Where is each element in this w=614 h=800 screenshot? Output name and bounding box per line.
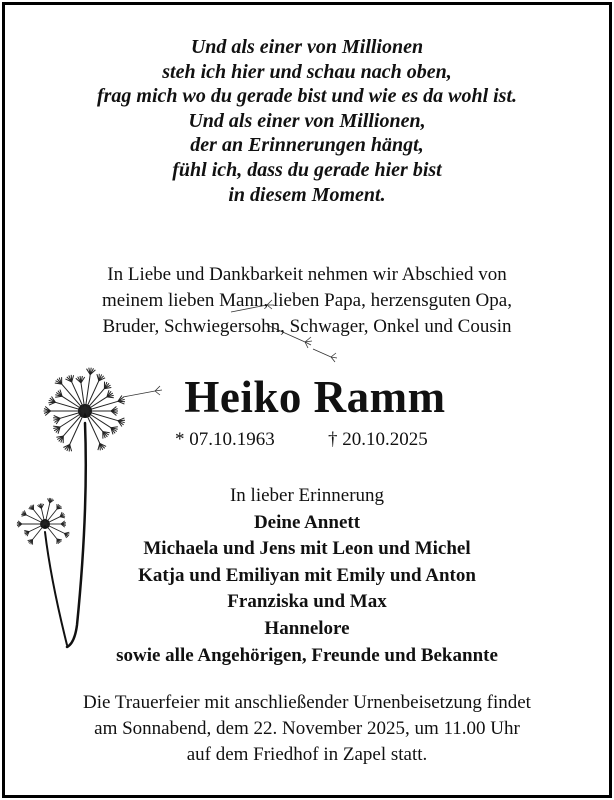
birth-date: * 07.10.1963 [175, 429, 275, 450]
ceremony-line: auf dem Friedhof in Zapel statt. [186, 744, 428, 765]
poem-line: fühl ich, dass du gerade hier bist [172, 158, 442, 181]
ceremony-line: Die Trauerfeier mit anschließender Urnenbeisetzung findet [83, 692, 531, 713]
farewell-intro [5, 262, 609, 340]
mourners-list [5, 483, 609, 669]
death-date: † 20.10.2025 [328, 429, 428, 450]
intro-line: In Liebe und Dankbarkeit nehmen wir Abschied von [107, 264, 507, 285]
obituary-notice [2, 2, 612, 798]
funeral-details [5, 690, 609, 768]
poem-line: der an Erinnerungen hängt, [190, 134, 424, 157]
poem-line: in diesem Moment. [228, 183, 386, 206]
poem-line: Und als einer von Millionen, [188, 109, 426, 132]
remembrance-heading: In lieber Erinnerung [229, 485, 385, 506]
poem-verse [5, 35, 609, 207]
intro-line: meinem lieben Mann, lieben Papa, herzensguten Opa, [102, 290, 512, 311]
mourner-line: Michaela und Jens mit Leon und Michel [143, 538, 471, 560]
mourner-line: sowie alle Angehörigen, Freunde und Bekannte [116, 644, 498, 666]
ceremony-line: am Sonnabend, dem 22. November 2025, um 11.00 Uhr [94, 718, 520, 739]
mourner-line: Katja und Emiliyan mit Emily und Anton [138, 564, 476, 586]
poem-line: frag mich wo du gerade bist und wie es da wohl ist. [96, 85, 518, 108]
intro-line: Bruder, Schwiegersohn, Schwager, Onkel und Cousin [102, 316, 512, 337]
poem-line: Und als einer von Millionen [190, 36, 424, 58]
poem-line: steh ich hier und schau nach oben, [162, 60, 452, 83]
mourner-line: Hannelore [264, 617, 350, 639]
deceased-name: Heiko Ramm [184, 372, 446, 422]
mourner-line: Franziska und Max [227, 591, 387, 613]
mourner-line: Deine Annett [253, 511, 361, 533]
